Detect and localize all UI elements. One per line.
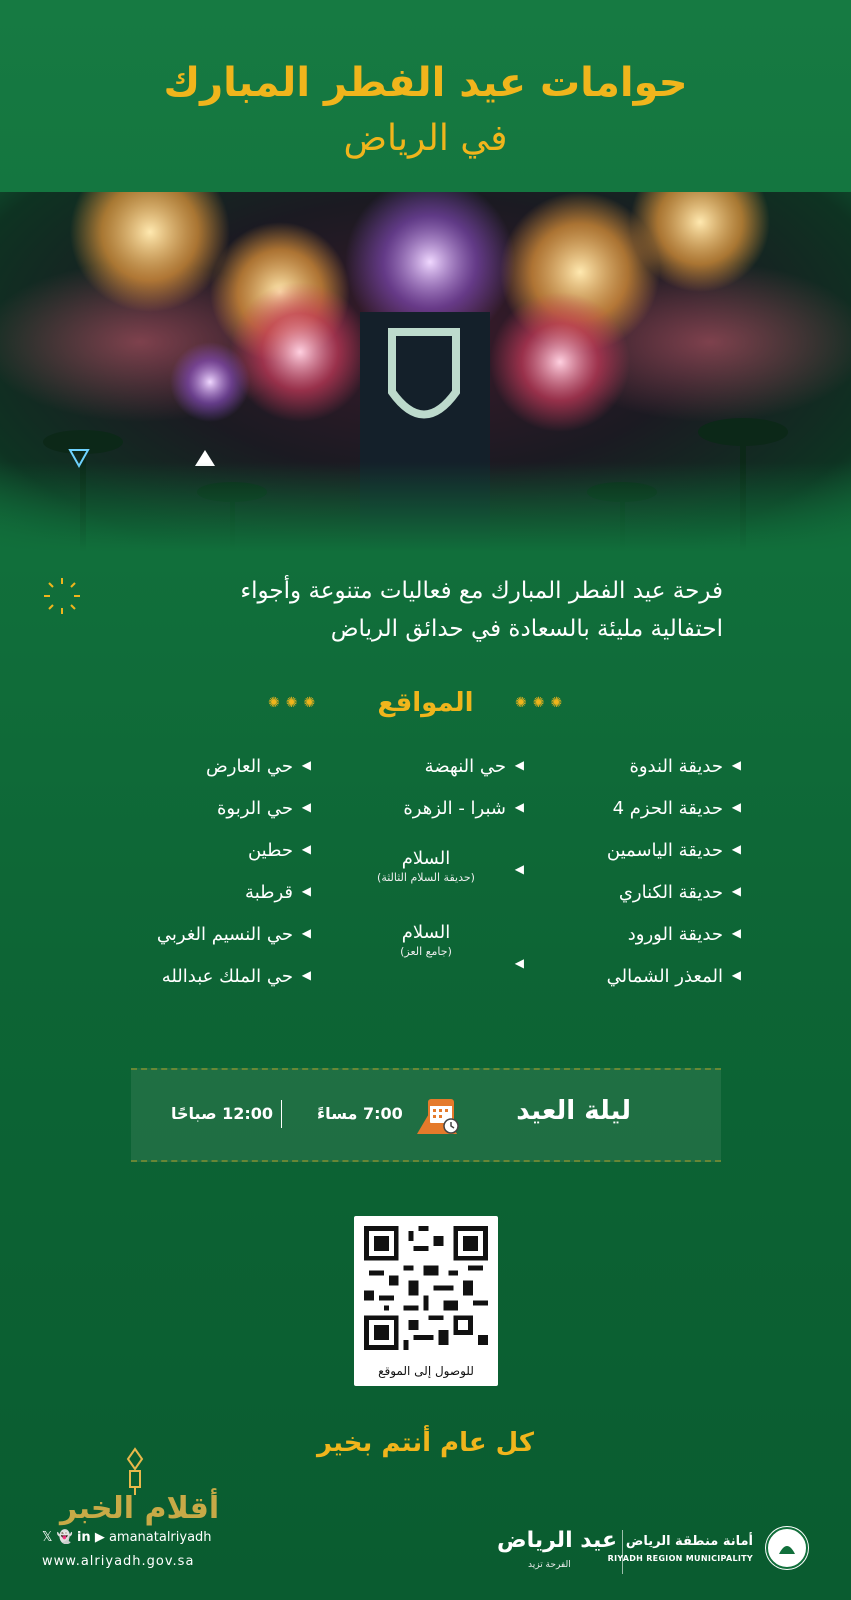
footer [0,1510,851,1600]
arrow-icon: ◀ [731,926,741,940]
location-item: ◀ حديقة الندوة [629,756,741,777]
qr-label: للوصول إلى الموقع [378,1364,474,1378]
time-divider [281,1100,282,1128]
eid-riyadh-tagline: الفرحة تزيد [528,1560,571,1570]
arrow-icon: ◀ [301,884,311,898]
youtube-icon[interactable]: ▶ [94,1530,105,1545]
qr-code-card[interactable] [354,1216,498,1386]
location-item: ◀ حديقة الكناري [618,882,741,903]
location-item: ◀ حطين [247,840,311,861]
location-item: ◀ حي العارض [206,756,311,777]
footer-divider [622,1530,623,1574]
qr-code-icon [364,1226,488,1350]
social-handle[interactable]: amanatalriyadh [108,1530,212,1545]
event-name: ليلة العيد [516,1096,631,1126]
arrow-icon: ◀ [731,842,741,856]
snapchat-icon[interactable]: 👻 [56,1530,73,1545]
municipality-name-en: RIYADH REGION MUNICIPALITY [607,1554,753,1563]
location-item: ◀ حديقة الياسمين [606,840,741,861]
social-row [42,1530,212,1545]
fireworks-hero-image [0,192,851,552]
location-item: ◀ حي النسيم الغربي [156,924,311,945]
sparkle-dots-left-icon: ✺✺✺ [268,695,322,711]
pen-watermark-icon [122,1447,148,1497]
arrow-icon: ◀ [301,800,311,814]
arrow-icon: ◀ [731,758,741,772]
municipality-name-ar: أمانة منطقة الرياض [625,1534,753,1549]
start-time: 7:00 مساءً [317,1104,403,1123]
arrow-icon: ◀ [731,884,741,898]
arrow-icon: ◀ [301,758,311,772]
location-note: (حديقة السلام الثالثة) [377,871,475,884]
schedule-banner [131,1068,721,1162]
location-item: ◀ حديقة الورود [627,924,741,945]
eid-riyadh-logo: عيد الرياض [497,1528,617,1553]
intro-line-1: فرحة عيد الفطر المبارك مع فعاليات متنوعة وأجواء [240,578,723,604]
arrow-icon: ◀ [731,968,741,982]
intro-text [123,572,723,648]
website-link[interactable]: www.alriyadh.gov.sa [42,1554,195,1569]
arrow-icon: ◀ [301,968,311,982]
location-item: ◀ حديقة الحزم 4 [612,798,741,819]
calendar-clock-icon [415,1092,461,1136]
location-item: ◀ السلام (جامع العز) [346,922,506,1004]
location-item: ◀ قرطبة [245,882,311,903]
location-item: ◀ المعذر الشمالي [606,966,741,987]
location-item: ◀ حي الربوة [216,798,311,819]
end-time: 12:00 صباحًا [171,1104,274,1123]
location-item: ◀ حي النهضة [424,756,524,777]
arrow-icon: ◀ [514,862,524,876]
page-title: حوامات عيد الفطر المبارك [163,60,688,106]
location-item: ◀ السلام (حديقة السلام الثالثة) [346,840,506,922]
locations-heading: المواقع [377,688,474,718]
greeting-text: كل عام أنتم بخير [316,1428,535,1458]
arrow-icon: ◀ [301,926,311,940]
arrow-icon: ◀ [514,800,524,814]
location-item: ◀ حي الملك عبدالله [161,966,311,987]
x-icon[interactable]: 𝕏 [42,1530,53,1545]
municipality-logo-icon [765,1526,809,1570]
hero-fade [0,462,851,552]
sparkle-dots-right-icon: ✺✺✺ [515,695,569,711]
arrow-icon: ◀ [514,956,524,970]
watermark-text: أقلام الخبر [60,1491,220,1526]
location-note: (جامع العز) [400,945,452,958]
locations-column-1 [543,756,741,1008]
linkedin-icon[interactable]: in [76,1530,91,1545]
locations-column-3 [113,756,311,1008]
location-item: ◀ شبرا - الزهرة [403,798,524,819]
arrow-icon: ◀ [301,842,311,856]
sparkle-decoration-icon [40,576,84,616]
arrow-icon: ◀ [731,800,741,814]
arrow-icon: ◀ [514,758,524,772]
page-subtitle: في الرياض [343,118,508,159]
locations-column-2 [346,756,524,1004]
intro-line-2: احتفالية مليئة بالسعادة في حدائق الرياض [330,616,723,642]
